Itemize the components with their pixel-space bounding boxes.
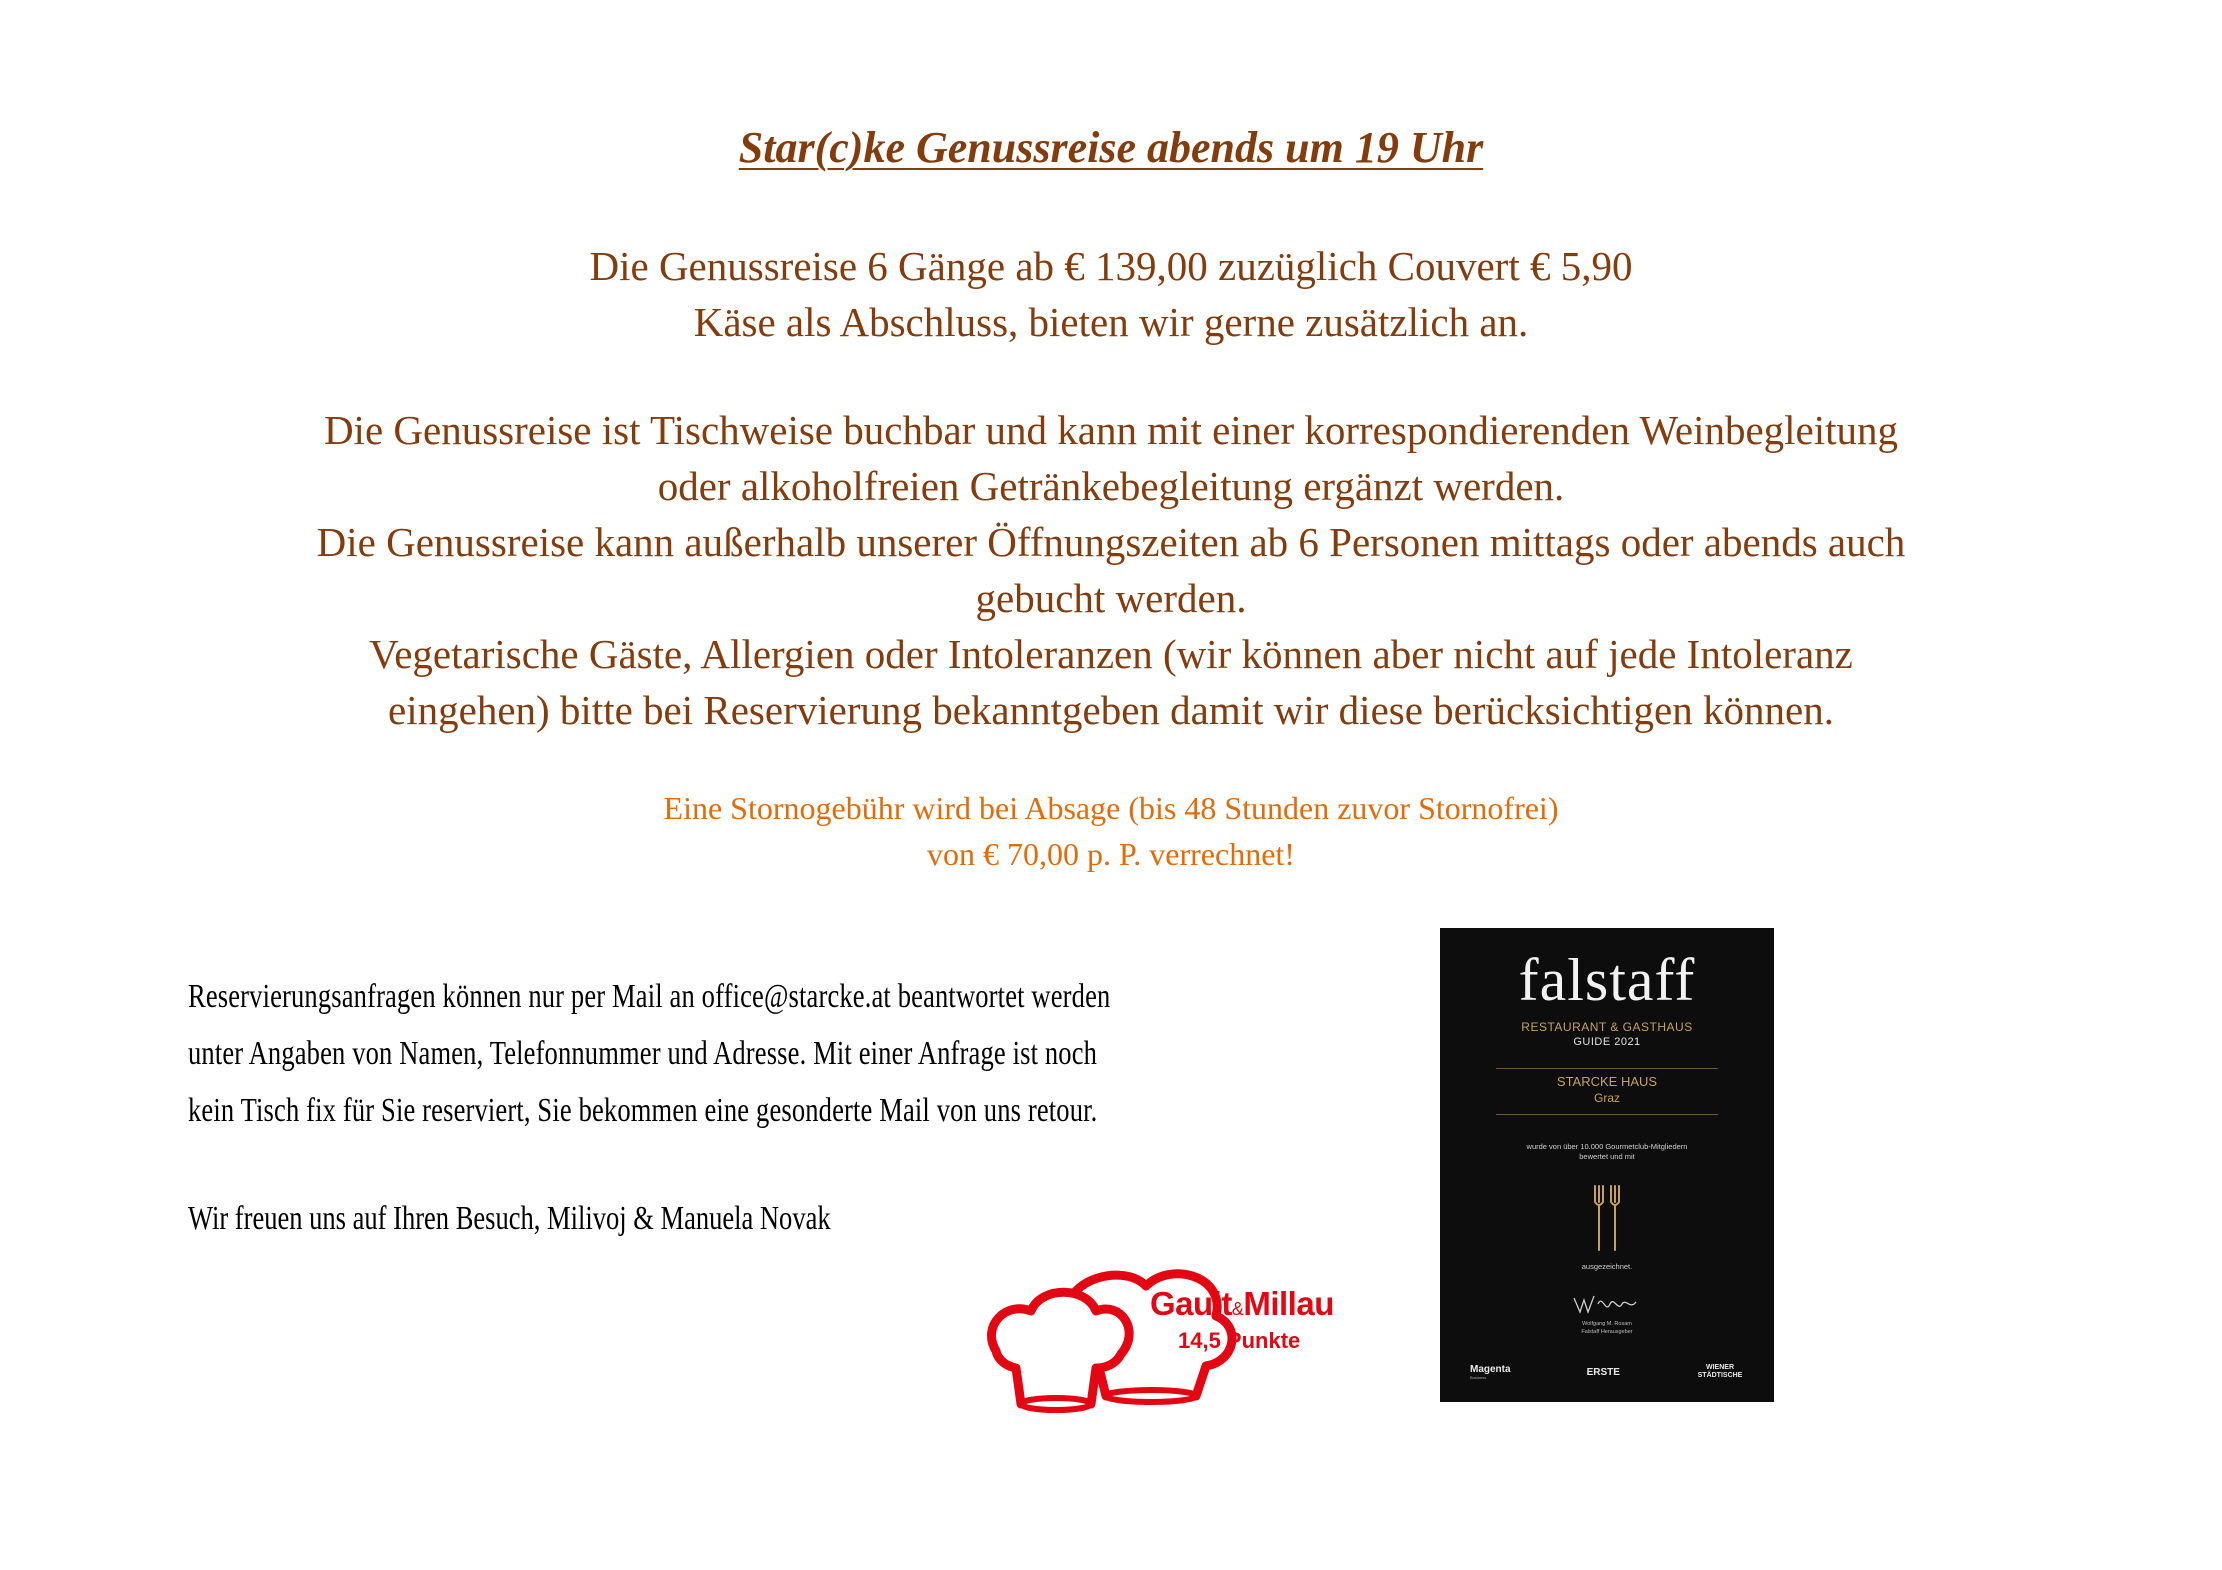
falstaff-sponsors [1470,1364,1744,1380]
sponsor-wiener-staedtische: WIENER STÄDTISCHE [1697,1364,1743,1379]
gault-millau-name: Gault&Millau [1150,1285,1334,1322]
falstaff-signatory: Wolfgang M. Rosam Falstaff Herausgeber [1581,1321,1633,1335]
divider [1496,1114,1718,1115]
falstaff-restaurant: STARCKE HAUS [1556,1074,1658,1089]
cancellation-line: Eine Stornogebühr wird bei Absage (bis 48 Stunden zuvor Stornofrei) [663,790,1559,826]
cancellation-line: von € 70,00 p. P. verrechnet! [927,836,1295,872]
falstaff-awarded: ausgezeichnet. [1581,1262,1633,1271]
greeting: Wir freuen uns auf Ihren Besuch, Milivoj & Manuela Novak [188,1200,831,1237]
falstaff-city: Graz [1593,1091,1620,1105]
details-line: oder alkoholfreien Getränkebegleitung ergänzt werden. [657,463,1565,509]
reservation-line: Reservierungsanfragen können nur per Mail an office@starcke.at beantwortet werden [188,978,1111,1015]
pricing-line: Die Genussreise 6 Gänge ab € 139,00 zuzüglich Couvert € 5,90 [589,243,1633,289]
falstaff-category: RESTAURANT & GASTHAUS [1521,1020,1693,1034]
details-line: eingehen) bitte bei Reservierung bekanntgeben damit wir diese berücksichtigen können. [388,687,1834,733]
falstaff-guide-year: GUIDE 2021 [1573,1036,1641,1048]
details-section [150,402,2072,738]
falstaff-award-card [1440,928,1774,1402]
gault-millau-text [1150,1286,1334,1355]
reservation-line: kein Tisch fix für Sie reserviert, Sie bekommen eine gesonderte Mail von uns retour. [188,1092,1098,1129]
reservation-line: unter Angaben von Namen, Telefonnummer und Adresse. Mit einer Anfrage ist noch [188,1035,1098,1072]
signature-icon [1570,1290,1640,1318]
falstaff-logo: falstaff [1518,947,1696,1013]
sponsor-erste: ERSTE [1586,1366,1620,1378]
pricing-section [150,238,2072,350]
details-line: Die Genussreise kann außerhalb unserer Öffnungszeiten ab 6 Personen mittags oder abends auch [316,519,1906,565]
fork-icon [1589,1184,1625,1254]
falstaff-evaluation: wurde von über 10.000 Gourmetclub-Mitgliedern bewertet und mit [1526,1142,1688,1161]
gault-millau-points: 14,5 Punkte [1178,1328,1301,1353]
page-title: Star(c)ke Genussreise abends um 19 Uhr [738,123,1484,172]
cancellation-notice [150,785,2072,877]
pricing-line: Käse als Abschluss, bieten wir gerne zusätzlich an. [693,299,1529,345]
reservation-info [188,968,1124,1139]
details-line: Vegetarische Gäste, Allergien oder Intoleranzen (wir können aber nicht auf jede Intoleranz [369,631,1853,677]
details-line: gebucht werden. [975,575,1247,621]
details-line: Die Genussreise ist Tischweise buchbar und kann mit einer korrespondierenden Weinbegleitung [323,407,1899,453]
sponsor-magenta: Magenta Business [1470,1364,1511,1380]
divider [1496,1068,1718,1069]
